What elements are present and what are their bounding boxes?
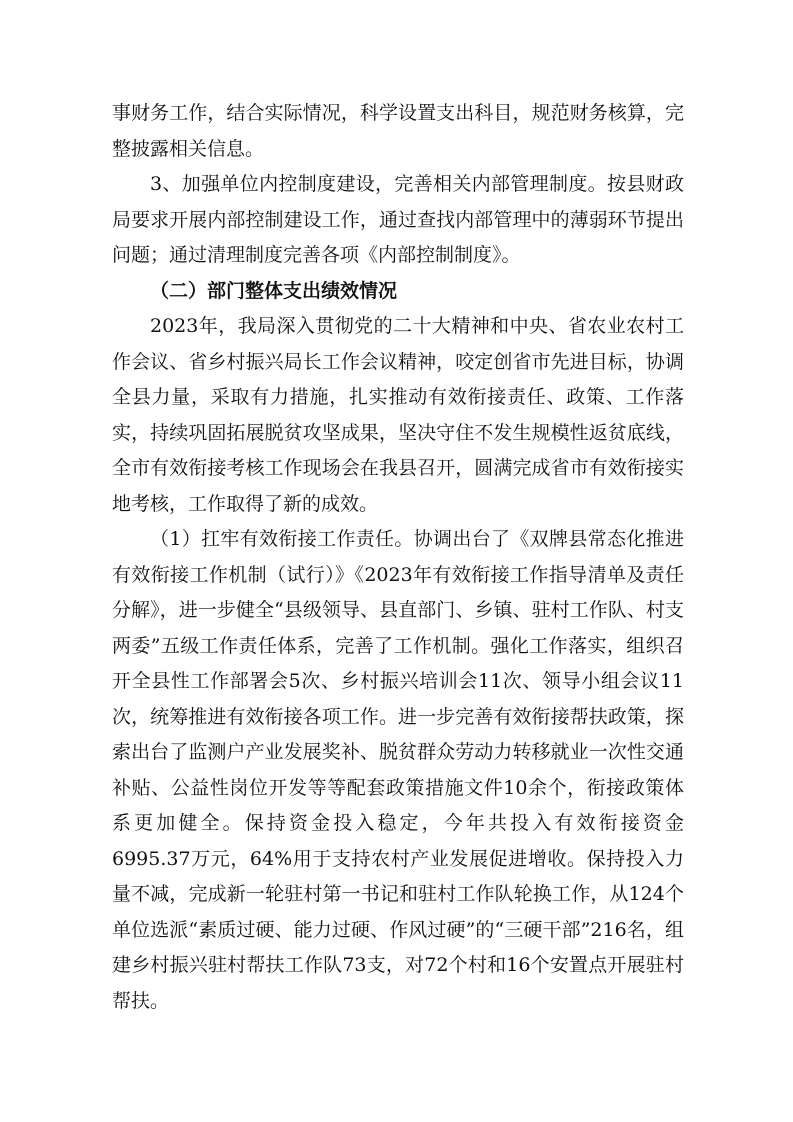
- paragraph-overview-2023: 2023年，我局深入贯彻党的二十大精神和中央、省农业农村工作会议、省乡村振兴局长工作会议精神，咬定创省市先进目标，协调全县力量，采取有力措施，扎实推动有效衔接责任、政策、工作落实，持续巩固拓展脱贫攻坚成果，坚决守住不发生规模性返贫底线，全市有效衔接考核工作现场会在我县召开，圆满完成省市有效衔接实地考核，工作取得了新的成效。: [112, 315, 684, 515]
- paragraph-internal-control: 3、加强单位内控制度建设，完善相关内部管理制度。按县财政局要求开展内部控制建设工作，通过查找内部管理中的薄弱环节提出问题；通过清理制度完善各项《内部控制制度》。: [112, 173, 684, 266]
- document-body: [112, 96, 684, 1019]
- paragraph-responsibility: （1）扛牢有效衔接工作责任。协调出台了《双牌县常态化推进有效衔接工作机制（试行）》《2023年有效衔接工作指导清单及责任分解》，进一步健全“县级领导、县直部门、乡镇、驻村工作队、村支两委”五级工作责任体系，完善了工作机制。强化工作落实，组织召开全县性工作部署会5次、乡村振兴培训会11次、领导小组会议11次，统筹推进有效衔接各项工作。进一步完善有效衔接帮扶政策，探索出台了监测户产业发展奖补、脱贫群众劳动力转移就业一次性交通补贴、公益性岗位开发等等配套政策措施文件10余个，衔接政策体系更加健全。保持资金投入稳定，今年共投入有效衔接资金6995.37万元，64%用于支持农村产业发展促进增收。保持投入力量不减，完成新一轮驻村第一书记和驻村工作队轮换工作，从124个单位选派“素质过硬、能力过硬、作风过硬”的“三硬干部”216名，组建乡村振兴驻村帮扶工作队73支，对72个村和16个安置点开展驻村帮扶。: [112, 528, 684, 1012]
- paragraph-continued: 事财务工作，结合实际情况，科学设置支出科目，规范财务核算，完整披露相关信息。: [112, 102, 684, 160]
- section-heading: （二）部门整体支出绩效情况: [150, 279, 398, 302]
